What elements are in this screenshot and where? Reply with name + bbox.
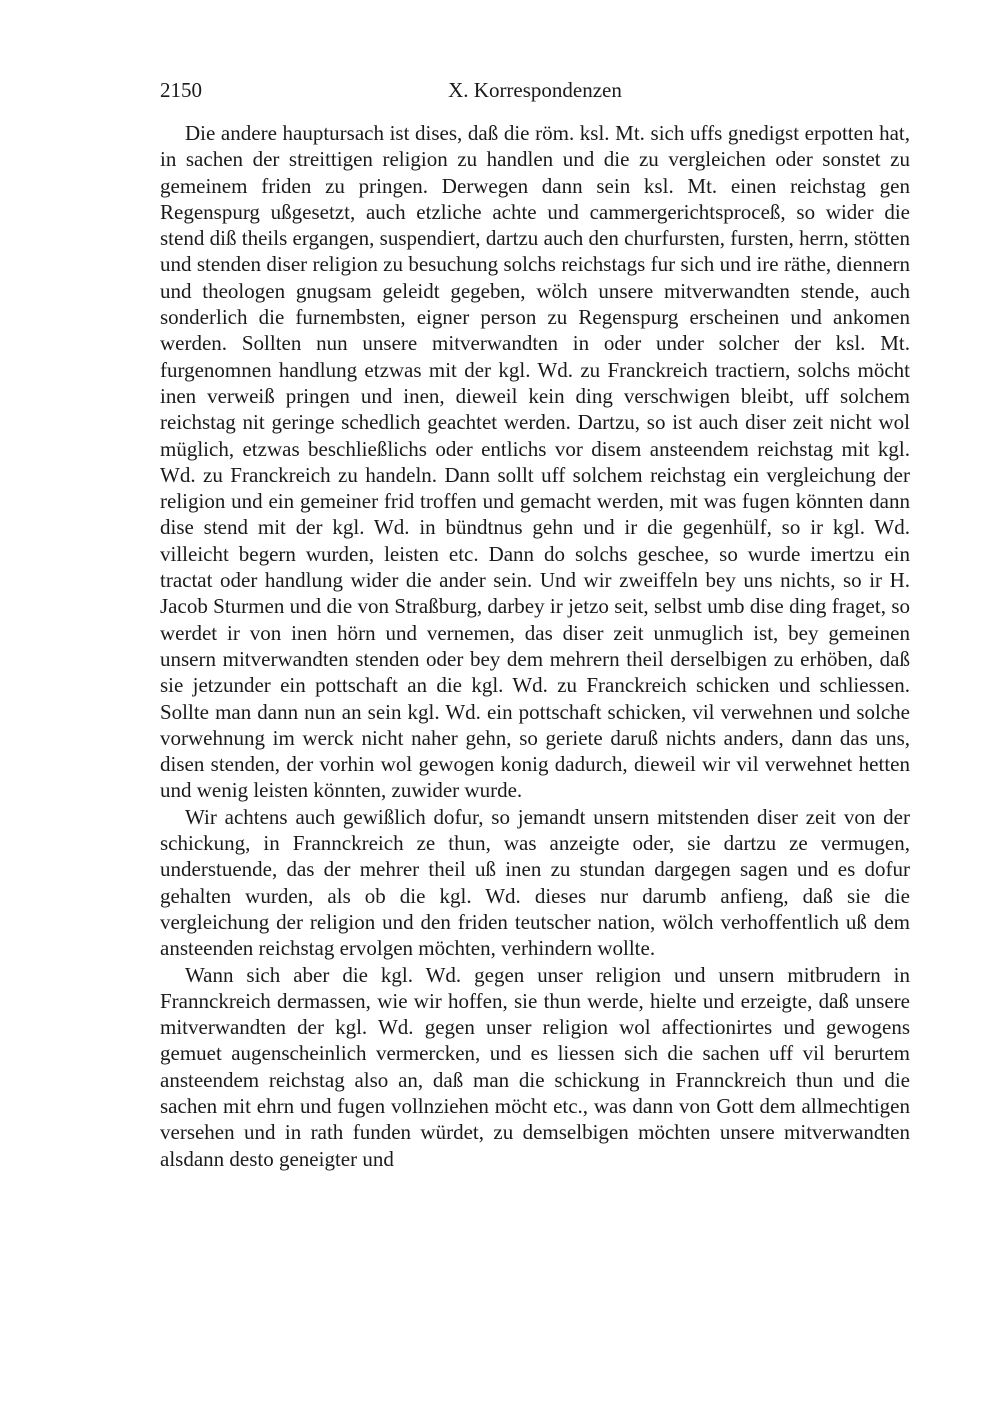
running-head: X. Korrespondenzen	[448, 78, 622, 102]
page-number: 2150	[160, 78, 202, 102]
page-header	[160, 78, 910, 108]
body-text	[160, 120, 910, 1172]
paragraph: Wann sich aber die kgl. Wd. gegen unser religion und unsern mitbrudern in Frannckreich dermassen, wie wir hoffen, sie thun werde, hielte und erzeigte, daß unsere mitverwandten der kgl. Wd. gegen unser religion wol affectionirtes und gewogens gemuet augenscheinlich vermercken, und es liessen sich die sachen uff vil berurtem ansteendem reichstag also an, daß man die schickung in Frannckreich thun und die sachen mit ehrn und fugen vollnziehen möcht etc., was dann von Gott dem allmechtigen versehen und in rath funden würdet, zu demselbigen möchten unsere mitverwandten alsdann desto geneigter und	[160, 962, 910, 1171]
paragraph: Wir achtens auch gewißlich dofur, so jemandt unsern mitstenden diser zeit von der schickung, in Frannckreich ze thun, was anzeigte oder, sie dartzu ze vermugen, understuende, das der mehrer theil uß inen zu stundan dargegen sagen und es dofur gehalten wurden, als ob die kgl. Wd. dieses nur darumb anfieng, daß sie die vergleichung der religion und den friden teutscher nation, wölch verhoffentlich uß dem ansteenden reichstag ervolgen möchten, verhindern wollte.	[160, 804, 910, 961]
paragraph: Die andere hauptursach ist dises, daß die röm. ksl. Mt. sich uffs gnedigst erpotten hat, in sachen der streittigen religion zu handlen und die zu vergleichen oder sonstet zu gemeinem friden zu pringen. Derwegen dann sein ksl. Mt. einen reichstag gen Regenspurg ußgesetzt, auch etzliche achte und cammergerichtsproceß, so wider die stend diß theils ergangen, suspendiert, dartzu auch den churfursten, fursten, herrn, stötten und stenden diser religion zu besuchung solchs reichstags fur sich und ire räthe, diennern und theologen gnugsam geleidt gegeben, wölch unsere mitverwandten stende, auch sonderlich die furnembsten, eigner person zu Regenspurg erscheinen und ankomen werden. Sollten nun unsere mitverwandten in oder under solcher der ksl. Mt. furgenomnen handlung etzwas mit der kgl. Wd. zu Franckreich tractiern, solchs möcht inen verweiß pringen und inen, dieweil kein ding verschwigen bleibt, uff solchem reichstag nit geringe schedlich geachtet werden. Dartzu, so ist auch diser zeit nicht wol müglich, etzwas beschließlichs oder entlichs vor disem ansteendem reichstag mit kgl. Wd. zu Franckreich zu handeln. Dann sollt uff solchem reichstag ein vergleichung der religion und ein gemeiner frid troffen und gemacht werden, mit was fugen könnten dann dise stend mit der kgl. Wd. in bündtnus gehn und ir die gegenhülf, so ir kgl. Wd. villeicht begern wurden, leisten etc. Dann do solchs geschee, so wurde imertzu ein tractat oder handlung wider die ander sein. Und wir zweiffeln bey uns nichts, so ir H. Jacob Sturmen und die von Straßburg, darbey ir jetzo seit, selbst umb dise ding fraget, so werdet ir von inen hörn und vernemen, das diser zeit unmuglich ist, bey gemeinen unsern mitverwandten stenden oder bey dem mehrern theil derselbigen zu erhöben, daß sie jetzunder ein pottschaft an die kgl. Wd. zu Franckreich schicken und schliessen. Sollte man dann nun an sein kgl. Wd. ein pottschaft schicken, vil verwehnen und solche vorwehnung im werck nicht naher gehn, so geriete daruß nichts anders, dann das uns, disen stenden, der vorhin wol gewogen konig dadurch, dieweil wir vil verwehnet hetten und wenig leisten könnten, zuwider wurde.	[160, 121, 910, 803]
